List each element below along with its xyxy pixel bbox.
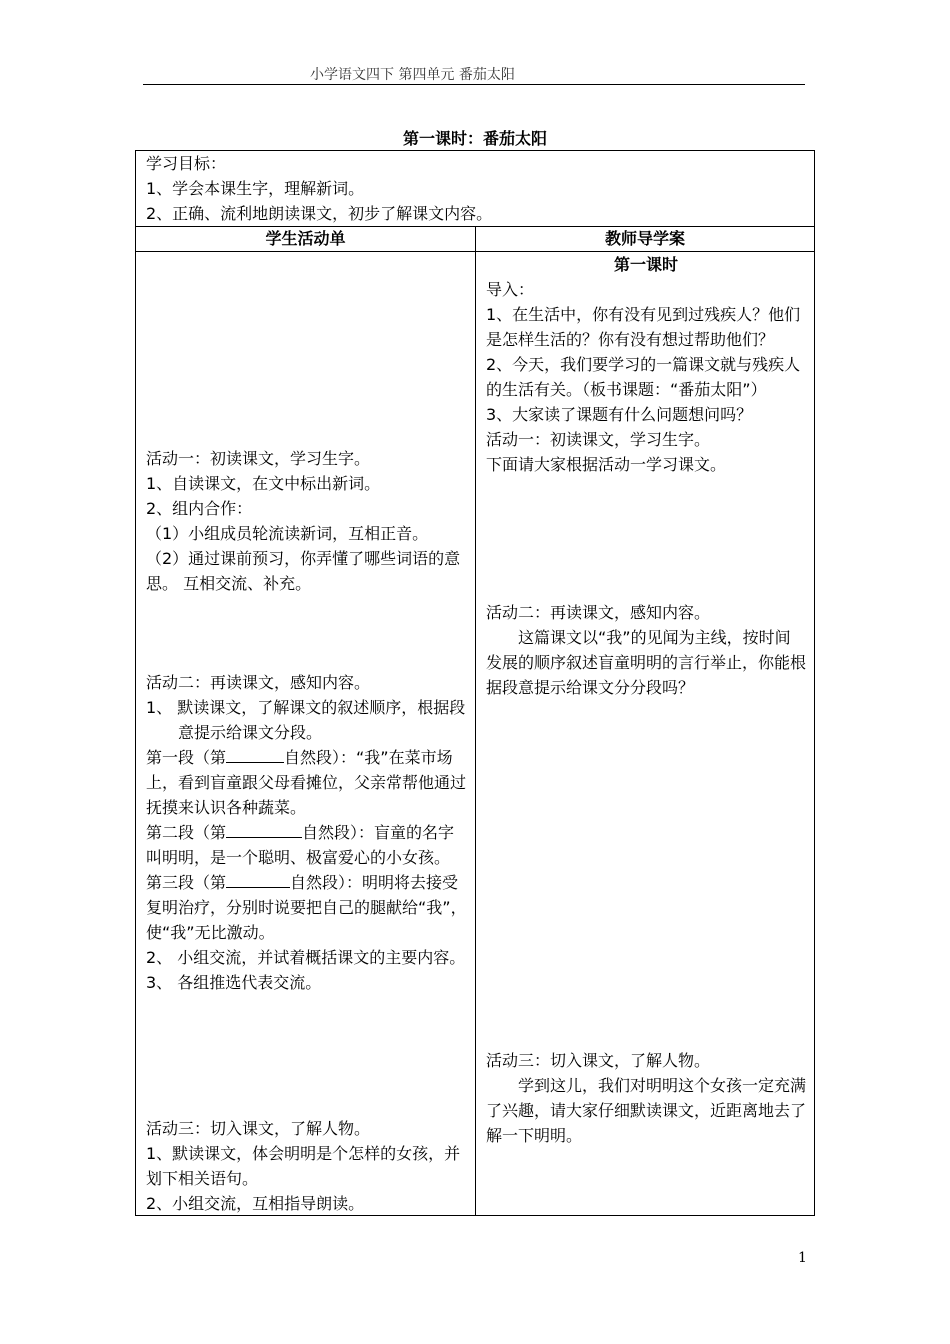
lesson-label: 第一课时 xyxy=(613,255,678,274)
page-title: 第一课时：番茄太阳 xyxy=(402,129,547,148)
column-header-teacher: 教师导学案 xyxy=(476,227,814,252)
activity-step: 1、 默读课文，了解课文的叙述顺序，根据段意提示给课文分段。 xyxy=(146,698,466,742)
paragraph-1-prompt: 第一段（第 自然段）：“我”在菜市场上，看到盲童跟父母看摊位，父亲常帮他通过抚摸来认识各种蔬菜。 xyxy=(146,748,467,817)
activity-text: 下面请大家根据活动一学习课文。 xyxy=(486,455,727,474)
intro-step: 1、在生活中，你有没有见到过残疾人？他们是怎样生活的？你有没有想过帮助他们？ xyxy=(486,305,801,349)
page-number: 1 xyxy=(798,1250,807,1266)
header-rule xyxy=(143,84,805,85)
activity-step: （1）小组成员轮流读新词，互相正音。 xyxy=(146,524,429,543)
activity-title: 活动三：切入课文，了解人物。 xyxy=(146,1119,371,1138)
activity-step: 2、 小组交流，并试着概括课文的主要内容。 xyxy=(146,948,466,967)
lesson-table xyxy=(135,150,815,1216)
activity-text: 学到这儿，我们对明明这个女孩一定充满了兴趣，请大家仔细默读课文，近距离地去了解一下明明。 xyxy=(486,1076,807,1145)
teacher-column xyxy=(476,252,814,1215)
fill-blank[interactable] xyxy=(226,746,284,763)
intro-label: 导入： xyxy=(486,280,535,299)
activity-title: 活动一：初读课文，学习生字。 xyxy=(486,430,711,449)
paragraph-2-prompt: 第二段（第 自然段）：盲童的名字叫明明，是一个聪明、极富爱心的小女孩。 xyxy=(146,823,455,867)
activity-step: （2）通过课前预习，你弄懂了哪些词语的意思。 互相交流、补充。 xyxy=(146,549,461,593)
goals-label: 学习目标： xyxy=(146,154,227,173)
student-activity-2 xyxy=(146,670,467,995)
activity-step: 3、 各组推选代表交流。 xyxy=(146,973,322,992)
teacher-activity-3 xyxy=(486,1048,806,1148)
student-column xyxy=(136,252,476,1215)
activity-title: 活动二：再读课文，感知内容。 xyxy=(146,673,371,692)
activity-title: 活动三：切入课文，了解人物。 xyxy=(486,1051,711,1070)
goal-item: 2、正确、流利地朗读课文，初步了解课文内容。 xyxy=(146,204,493,223)
activity-text: 这篇课文以“我”的见闻为主线，按时间发展的顺序叙述盲童明明的言行举止，你能根据段意提示给课文分分段吗？ xyxy=(486,628,807,697)
activity-step: 2、组内合作： xyxy=(146,499,253,518)
student-activity-1 xyxy=(146,446,467,596)
fill-blank[interactable] xyxy=(226,871,290,888)
activity-title: 活动一：初读课文，学习生字。 xyxy=(146,449,371,468)
activity-title: 活动二：再读课文，感知内容。 xyxy=(486,603,711,622)
student-activity-3 xyxy=(146,1116,467,1216)
activity-step: 1、默读课文，体会明明是个怎样的女孩，并划下相关语句。 xyxy=(146,1144,461,1188)
intro-step: 2、今天，我们要学习的一篇课文就与残疾人的生活有关。（板书课题：“番茄太阳”） xyxy=(486,355,801,399)
learning-goals xyxy=(136,151,814,227)
intro-step: 3、大家读了课题有什么问题想问吗？ xyxy=(486,405,753,424)
teacher-activity-2 xyxy=(486,600,806,700)
activity-step: 2、小组交流，互相指导朗读。 xyxy=(146,1194,365,1213)
paragraph-3-prompt: 第三段（第 自然段）：明明将去接受复明治疗，分别时说要把自己的腿献给“我”，使“我”无比激动。 xyxy=(146,873,467,942)
activity-step: 1、自读课文，在文中标出新词。 xyxy=(146,474,381,493)
goal-item: 1、学会本课生字，理解新词。 xyxy=(146,179,365,198)
fill-blank[interactable] xyxy=(226,821,302,838)
running-header: 小学语文四下 第四单元 番茄太阳 xyxy=(310,67,515,83)
teacher-intro xyxy=(486,252,806,477)
column-header-student: 学生活动单 xyxy=(136,227,476,252)
